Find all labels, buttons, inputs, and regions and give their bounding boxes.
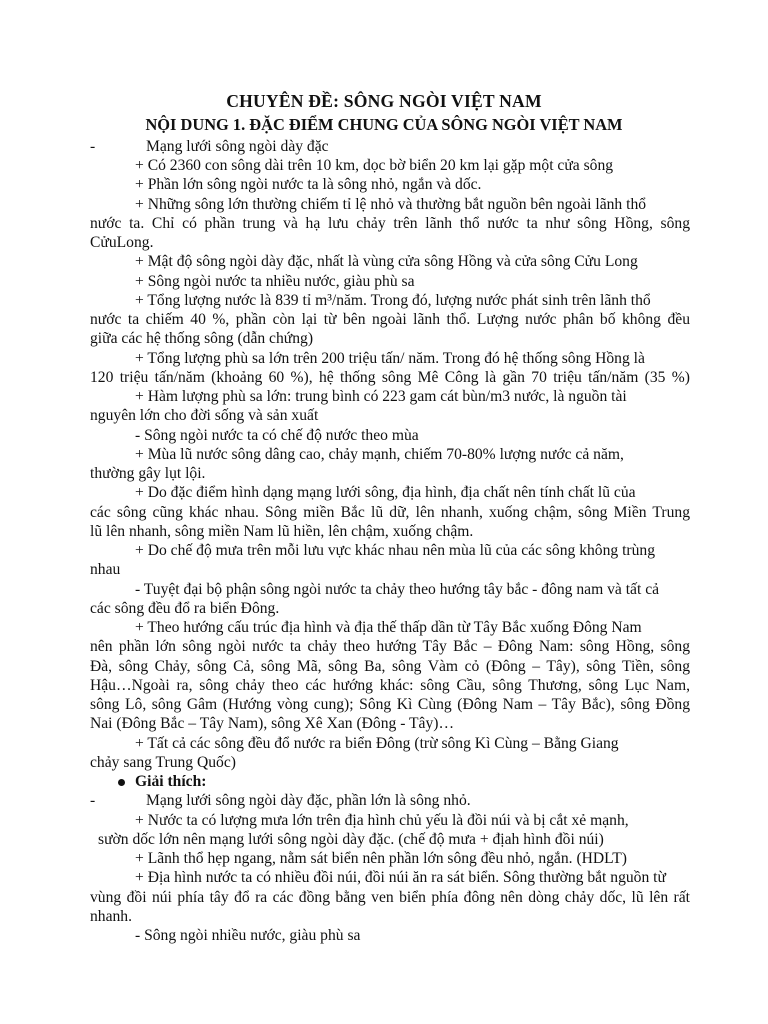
- text-line: + Do đặc điểm hình dạng mạng lưới sông, địa hình, địa chất nên tính chất lũ của: [135, 484, 636, 501]
- text-line: sườn dốc lớn nên mạng lưới sông ngòi dày đặc. (chế độ mưa + địah hình đồi núi): [98, 831, 604, 848]
- bullet-icon: [118, 779, 125, 786]
- text-line: + Có 2360 con sông dài trên 10 km, dọc bờ biển 20 km lại gặp một cửa sông: [135, 157, 614, 174]
- text-line: Hậu…Ngoài ra, sông chảy theo các hướng khác: sông Cầu, sông Thương, sông Lục Nam,: [90, 677, 690, 694]
- text-line: chảy sang Trung Quốc): [90, 754, 236, 771]
- text-line: - Sông ngòi nhiều nước, giàu phù sa: [135, 927, 361, 944]
- text-line: + Mùa lũ nước sông dâng cao, chảy mạnh, chiếm 70-80% lượng nước cả năm,: [135, 446, 624, 463]
- text-line: các sông cũng khác nhau. Sông miền Bắc lũ dữ, lên nhanh, xuống chậm, sông Miền Trung: [90, 504, 690, 521]
- text-line: Nai (Đông Bắc – Tây Nam), sông Xê Xan (Đông - Tây)…: [90, 715, 455, 732]
- text-line: thường gây lụt lội.: [90, 465, 206, 482]
- text-line: + Do chế độ mưa trên mỗi lưu vực khác nhau nên mùa lũ của các sông không trùng: [135, 542, 656, 559]
- text-line: các sông đều đổ ra biển Đông.: [90, 600, 280, 617]
- text-line: nhau: [90, 561, 121, 578]
- text-line: nước ta. Chỉ có phần trung và hạ lưu chảy trên lãnh thổ nước ta như sông Hồng, sông: [90, 215, 690, 232]
- text-line: nước ta chiếm 40 %, phần còn lại từ bên ngoài lãnh thổ. Lượng nước phân bố không đều: [90, 311, 690, 328]
- text-line: + Lãnh thổ hẹp ngang, nằm sát biển nên phần lớn sông đều nhỏ, ngắn. (HDLT): [135, 850, 627, 867]
- dash-marker: -: [90, 792, 96, 809]
- text-line: lũ lên nhanh, sông miền Nam lũ hiền, lên chậm, xuống chậm.: [90, 523, 474, 540]
- text-line: + Tổng lượng phù sa lớn trên 200 triệu tấn/ năm. Trong đó hệ thống sông Hồng là: [135, 350, 645, 367]
- text-line: + Tất cả các sông đều đổ nước ra biển Đông (trừ sông Kì Cùng – Bằng Giang: [135, 735, 619, 752]
- dash-marker: -: [90, 138, 96, 155]
- text-line: + Những sông lớn thường chiếm tỉ lệ nhỏ và thường bắt nguồn bên ngoài lãnh thổ: [135, 196, 647, 213]
- page-subtitle: NỘI DUNG 1. ĐẶC ĐIỂM CHUNG CỦA SÔNG NGÒI VIỆT NAM: [145, 115, 623, 134]
- text-line: nên phần lớn sông ngòi nước ta chảy theo hướng Tây Bắc – Đông Nam: sông Hồng, sông: [90, 638, 690, 655]
- page-title: CHUYÊN ĐỀ: SÔNG NGÒI VIỆT NAM: [226, 91, 542, 111]
- text-line: + Phần lớn sông ngòi nước ta là sông nhỏ, ngắn và dốc.: [135, 176, 482, 193]
- text-line: sông Lô, sông Gâm (Hướng vòng cung); Sông Kì Cùng (Đông Nam – Tây Bắc), sông Đồng: [90, 696, 690, 713]
- text-line: + Nước ta có lượng mưa lớn trên địa hình chủ yếu là đồi núi và bị cắt xẻ mạnh,: [135, 812, 629, 829]
- text-line: 120 triệu tấn/năm (khoảng 60 %), hệ thống sông Mê Công là gần 70 triệu tấn/năm (35 %): [90, 369, 690, 386]
- text-line: vùng đồi núi phía tây đổ ra các đồng bằng ven biển phía đông nên dòng chảy dốc, lũ lên rất: [90, 889, 690, 906]
- text-line: CửuLong.: [90, 234, 154, 251]
- text-line: - Tuyệt đại bộ phận sông ngòi nước ta chảy theo hướng tây bắc - đông nam và tất cả: [135, 581, 660, 598]
- text-line: + Hàm lượng phù sa lớn: trung bình có 223 gam cát bùn/m3 nước, là nguồn tài: [135, 388, 627, 405]
- text-line: nguyên lớn cho đời sống và sản xuất: [90, 407, 319, 424]
- text-line: Mạng lưới sông ngòi dày đặc: [146, 138, 329, 155]
- text-line: - Sông ngòi nước ta có chế độ nước theo mùa: [135, 427, 419, 444]
- text-line: Mạng lưới sông ngòi dày đặc, phần lớn là sông nhỏ.: [146, 792, 471, 809]
- text-line: + Địa hình nước ta có nhiều đồi núi, đồi núi ăn ra sát biển. Sông thường bắt nguồn từ: [135, 869, 666, 886]
- text-line: Đà, sông Chảy, sông Cả, sông Mã, sông Ba, sông Vàm cỏ (Đông – Tây), sông Tiền, sông: [90, 658, 690, 675]
- section-heading: Giải thích:: [135, 773, 207, 790]
- text-line: + Tổng lượng nước là 839 tỉ m³/năm. Trong đó, lượng nước phát sinh trên lãnh thổ: [135, 292, 651, 309]
- text-line: + Theo hướng cấu trúc địa hình và địa thế thấp dần từ Tây Bắc xuống Đông Nam: [135, 619, 642, 636]
- text-line: + Mật độ sông ngòi dày đặc, nhất là vùng cửa sông Hồng và cửa sông Cửu Long: [135, 253, 638, 270]
- text-line: nhanh.: [90, 908, 133, 925]
- text-line: + Sông ngòi nước ta nhiều nước, giàu phù sa: [135, 273, 415, 290]
- text-line: giữa các hệ thống sông (dẫn chứng): [90, 330, 314, 347]
